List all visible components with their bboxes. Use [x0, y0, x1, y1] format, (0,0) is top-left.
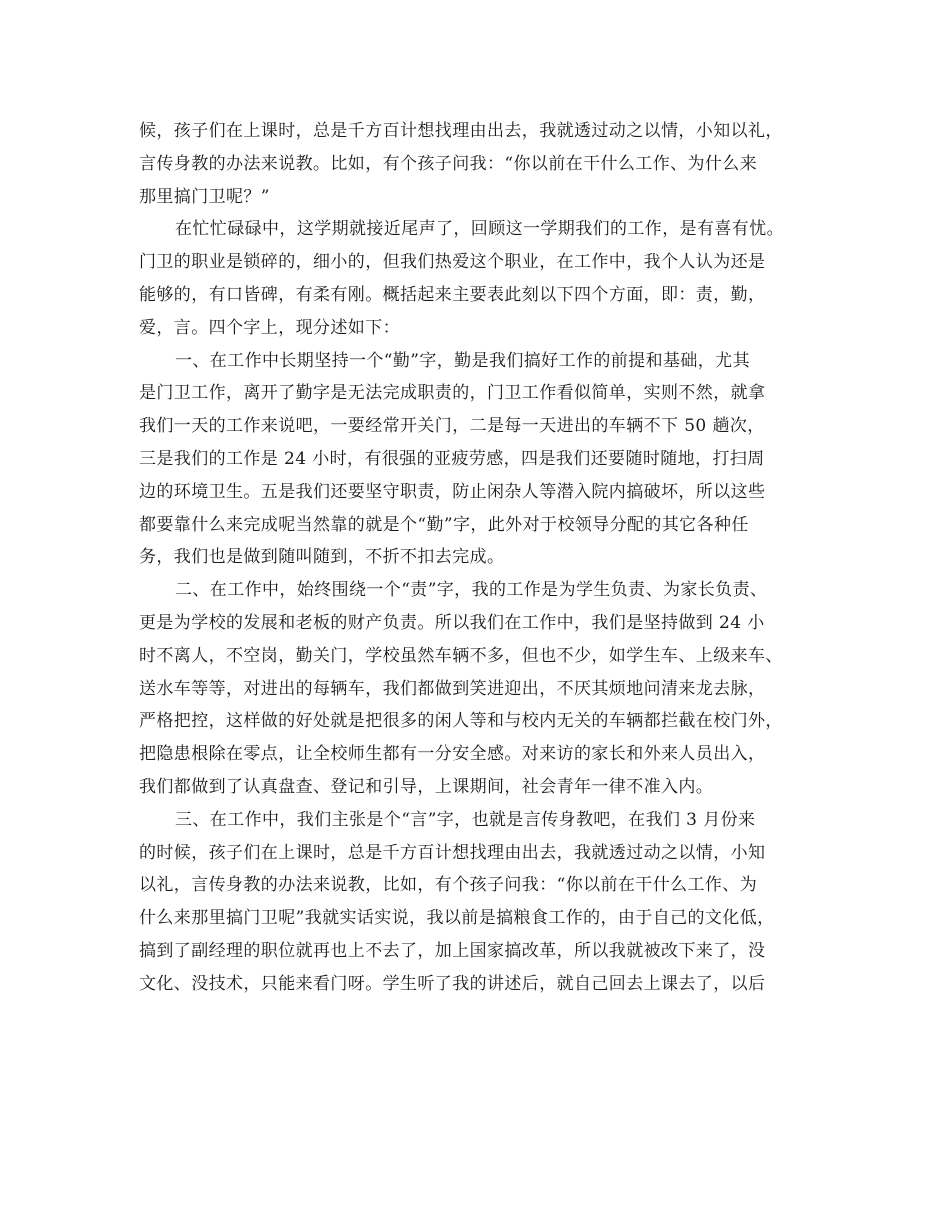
text-line: 什么来那里搞门卫呢”我就实话实说，我以前是搞粮食工作的，由于自己的文化低， — [139, 908, 775, 929]
text-line: 三是我们的工作是 24 小时，有很强的亚疲劳感，四是我们还要随时随地，打扫周 — [139, 448, 765, 469]
text-line: 门卫的职业是锁碎的，细小的，但我们热爱这个职业，在工作中，我个人认为还是 — [139, 252, 766, 273]
text-line: 送水车等等，对进出的每辆车，我们都做到笑进迎出，不厌其烦地问清来龙去脉， — [139, 678, 766, 699]
body-text — [139, 115, 819, 1001]
text-line: 能够的，有口皆碑，有柔有刚。概括起来主要表此刻以下四个方面，即：责，勤， — [139, 284, 766, 305]
text-line: 严格把控，这样做的好处就是把很多的闲人等和与校内无关的车辆都拦截在校门外， — [139, 711, 783, 732]
text-line: 务，我们也是做到随叫随到，不折不扣去完成。 — [139, 547, 505, 568]
text-line: 二、在工作中，始终围绕一个“责”字，我的工作是为学生负责、为家长负责、 — [175, 580, 768, 601]
text-line: 那里搞门卫呢？” — [139, 186, 270, 207]
text-line: 我们一天的工作来说吧，一要经常开关门，二是每一天进出的车辆不下 50 趟次， — [139, 416, 765, 437]
text-line: 我们都做到了认真盘查、登记和引导，上课期间，社会青年一律不准入内。 — [139, 776, 714, 797]
text-line: 言传身教的办法来说教。比如，有个孩子问我：“你以前在干什么工作、为什么来 — [139, 153, 758, 174]
text-line: 的时候，孩子们在上课时，总是千方百计想找理由出去，我就透过动之以情，小知 — [139, 842, 766, 863]
text-line: 以礼，言传身教的办法来说教，比如，有个孩子问我：“你以前在干什么工作、为 — [139, 875, 758, 896]
text-line: 都要靠什么来完成呢当然靠的就是个“勤”字，此外对于校领导分配的其它各种任 — [139, 514, 749, 535]
text-line: 爱，言。四个字上，现分述如下： — [139, 317, 400, 338]
text-line: 边的环境卫生。五是我们还要坚守职责，防止闲杂人等潜入院内搞破坏，所以这些 — [139, 481, 766, 502]
text-line: 三、在工作中，我们主张是个“言”字，也就是言传身教吧，在我们 3 月份来 — [175, 809, 756, 830]
text-line: 把隐患根除在零点，让全校师生都有一分安全感。对来访的家长和外来人员出入， — [139, 744, 766, 765]
text-line: 搞到了副经理的职位就再也上不去了，加上国家搞改革，所以我就被改下来了，没 — [139, 940, 766, 961]
text-line: 时不离人，不空岗，勤关门，学校虽然车辆不多，但也不少，如学生车、上级来车、 — [139, 645, 783, 666]
text-line: 更是为学校的发展和老板的财产负责。所以我们在工作中，我们是坚持做到 24 小 — [139, 612, 765, 633]
text-line: 文化、没技术，只能来看门呀。学生听了我的讲述后，就自己回去上课去了，以后 — [139, 973, 766, 994]
text-line: 一、在工作中长期坚持一个“勤”字，勤是我们搞好工作的前提和基础，尤其 — [175, 350, 750, 371]
text-line: 在忙忙碌碌中，这学期就接近尾声了，回顾这一学期我们的工作，是有喜有忧。 — [175, 219, 784, 240]
text-line: 是门卫工作，离开了勤字是无法完成职责的，门卫工作看似简单，实则不然，就拿 — [139, 383, 766, 404]
text-line: 候，孩子们在上课时，总是千方百计想找理由出去，我就透过动之以情，小知以礼， — [139, 121, 783, 141]
